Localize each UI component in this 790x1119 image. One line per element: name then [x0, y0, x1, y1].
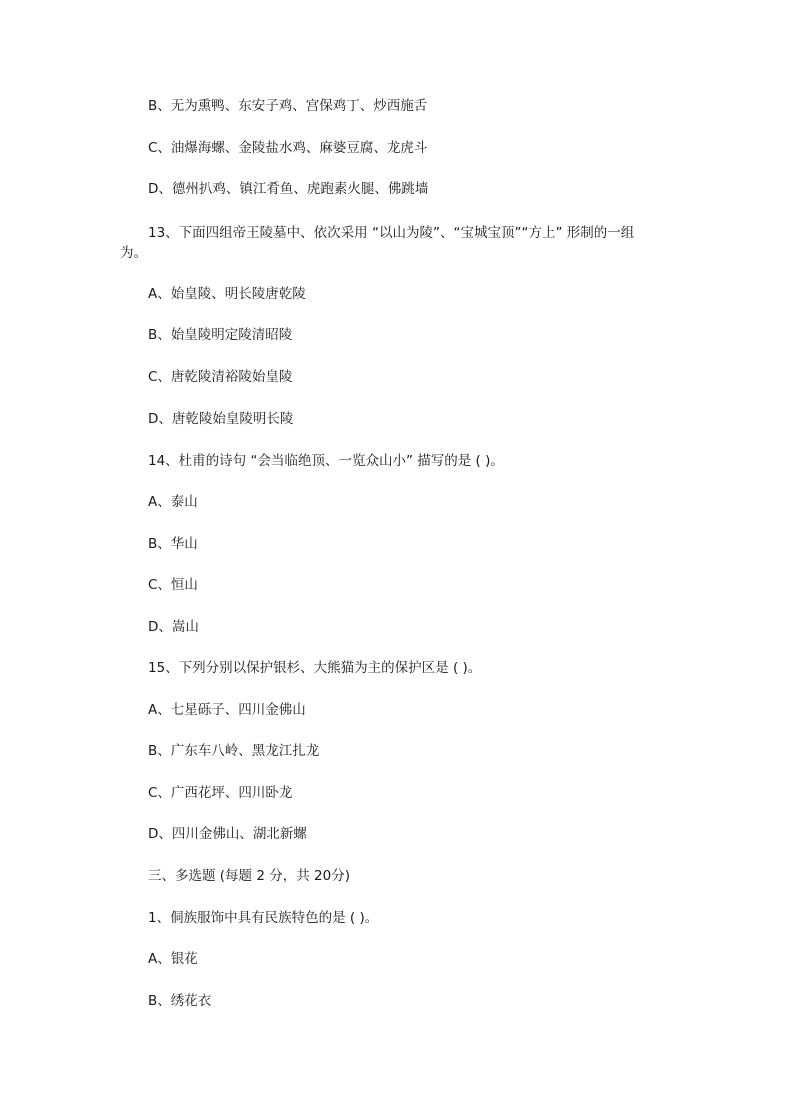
q15-stem: 15、下列分别以保护银杉、大熊猫为主的保护区是 ( )。 [148, 660, 482, 676]
q15-option-b: B、广东车八岭、黑龙江扎龙 [148, 743, 320, 759]
q12-option-c: C、油爆海螺、金陵盐水鸡、麻婆豆腐、龙虎斗 [148, 140, 428, 156]
q13-stem-line2: 为。 [120, 245, 147, 261]
q14-option-c: C、恒山 [148, 577, 198, 593]
q14-stem: 14、杜甫的诗句 “会当临绝顶、一览众山小” 描写的是 ( )。 [148, 453, 504, 469]
q14-option-a: A、泰山 [148, 494, 198, 510]
q15-option-c: C、广西花坪、四川卧龙 [148, 785, 293, 801]
q15-option-d: D、四川金佛山、湖北新螺 [148, 826, 307, 842]
q13-option-b: B、始皇陵明定陵清昭陵 [148, 327, 293, 343]
m1-option-b: B、绣花衣 [148, 993, 212, 1009]
q13-option-d: D、唐乾陵始皇陵明长陵 [148, 411, 294, 427]
q13-stem [120, 223, 680, 263]
q13-option-c: C、唐乾陵清裕陵始皇陵 [148, 369, 293, 385]
q14-option-d: D、嵩山 [148, 619, 199, 635]
section-heading-multiple-choice: 三、多选题 (每题 2 分，共 20分) [148, 868, 350, 884]
q15-option-a: A、七星砾子、四川金佛山 [148, 702, 306, 718]
q14-option-b: B、华山 [148, 536, 198, 552]
q13-stem-line1: 13、下面四组帝王陵墓中、依次采用 “以山为陵”、“宝城宝顶”“方上” 形制的一组 [148, 225, 635, 241]
q12-option-b: B、无为熏鸭、东安子鸡、宫保鸡丁、炒西施舌 [148, 98, 428, 114]
q12-option-d: D、德州扒鸡、镇江肴鱼、虎跑素火腿、佛跳墙 [148, 181, 429, 197]
m1-option-a: A、银花 [148, 951, 198, 967]
q13-option-a: A、始皇陵、明长陵唐乾陵 [148, 286, 306, 302]
m1-stem: 1、侗族服饰中具有民族特色的是 ( )。 [148, 910, 379, 926]
